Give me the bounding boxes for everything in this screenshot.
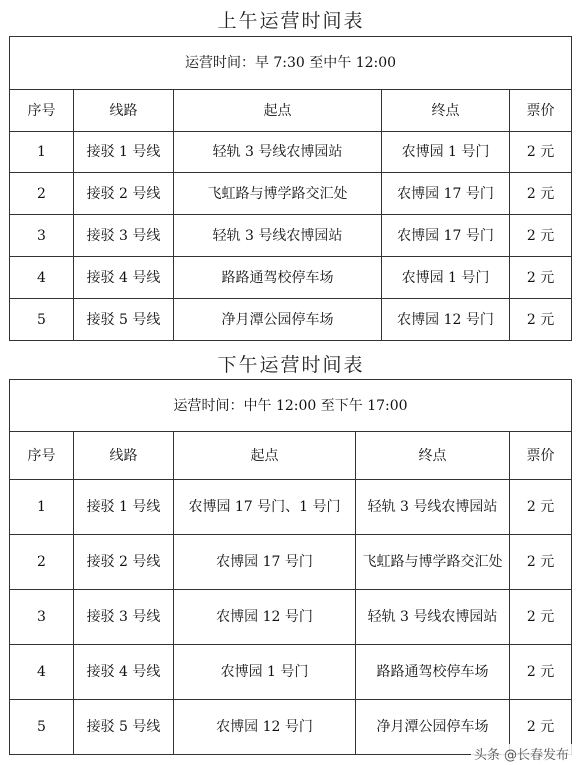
table-row xyxy=(10,645,572,700)
table-row xyxy=(10,535,572,590)
table-header-row xyxy=(10,90,572,132)
row-index: 3 xyxy=(10,590,74,645)
header-index: 序号 xyxy=(10,432,74,480)
row-end: 净月潭公园停车场 xyxy=(356,700,510,755)
row-line: 接驳 1 号线 xyxy=(74,132,174,173)
row-fare: 2 元 xyxy=(510,257,572,299)
header-end: 终点 xyxy=(382,90,510,132)
header-fare: 票价 xyxy=(510,432,572,480)
row-start: 农博园 12 号门 xyxy=(174,590,356,645)
row-start: 农博园 1 号门 xyxy=(174,645,356,700)
header-line: 线路 xyxy=(74,90,174,132)
row-fare: 2 元 xyxy=(510,535,572,590)
row-index: 5 xyxy=(10,700,74,755)
row-start: 农博园 17 号门、1 号门 xyxy=(174,480,356,535)
row-line: 接驳 5 号线 xyxy=(74,299,174,341)
row-start: 农博园 12 号门 xyxy=(174,700,356,755)
row-line: 接驳 1 号线 xyxy=(74,480,174,535)
row-end: 路路通驾校停车场 xyxy=(356,645,510,700)
row-line: 接驳 2 号线 xyxy=(74,173,174,215)
morning-schedule-table xyxy=(9,36,572,341)
row-line: 接驳 3 号线 xyxy=(74,215,174,257)
header-index: 序号 xyxy=(10,90,74,132)
row-end: 轻轨 3 号线农博园站 xyxy=(356,590,510,645)
table-row xyxy=(10,173,572,215)
header-line: 线路 xyxy=(74,432,174,480)
row-end: 农博园 1 号门 xyxy=(382,132,510,173)
row-end: 飞虹路与博学路交汇处 xyxy=(356,535,510,590)
table-row xyxy=(10,480,572,535)
table-row xyxy=(10,215,572,257)
row-line: 接驳 2 号线 xyxy=(74,535,174,590)
row-index: 5 xyxy=(10,299,74,341)
row-start: 轻轨 3 号线农博园站 xyxy=(174,215,382,257)
row-start: 飞虹路与博学路交汇处 xyxy=(174,173,382,215)
row-index: 3 xyxy=(10,215,74,257)
row-fare: 2 元 xyxy=(510,645,572,700)
morning-title: 上午运营时间表 xyxy=(217,10,365,32)
table-row xyxy=(10,299,572,341)
table-row xyxy=(10,590,572,645)
morning-hours: 运营时间：早 7:30 至中午 12:00 xyxy=(10,37,572,90)
row-start: 农博园 17 号门 xyxy=(174,535,356,590)
row-index: 2 xyxy=(10,535,74,590)
row-start: 路路通驾校停车场 xyxy=(174,257,382,299)
row-end: 农博园 17 号门 xyxy=(382,173,510,215)
row-line: 接驳 3 号线 xyxy=(74,590,174,645)
header-end: 终点 xyxy=(356,432,510,480)
row-end: 农博园 12 号门 xyxy=(382,299,510,341)
table-row xyxy=(10,257,572,299)
row-fare: 2 元 xyxy=(510,215,572,257)
row-fare: 2 元 xyxy=(510,173,572,215)
row-line: 接驳 4 号线 xyxy=(74,645,174,700)
row-fare: 2 元 xyxy=(510,700,572,755)
row-index: 2 xyxy=(10,173,74,215)
table-row xyxy=(10,132,572,173)
row-index: 1 xyxy=(10,132,74,173)
row-line: 接驳 4 号线 xyxy=(74,257,174,299)
afternoon-hours: 运营时间：中午 12:00 至下午 17:00 xyxy=(10,380,572,432)
header-fare: 票价 xyxy=(510,90,572,132)
row-index: 4 xyxy=(10,645,74,700)
row-fare: 2 元 xyxy=(510,590,572,645)
table-header-row xyxy=(10,432,572,480)
header-start: 起点 xyxy=(174,432,356,480)
row-end: 农博园 17 号门 xyxy=(382,215,510,257)
header-start: 起点 xyxy=(174,90,382,132)
row-end: 农博园 1 号门 xyxy=(382,257,510,299)
row-end: 轻轨 3 号线农博园站 xyxy=(356,480,510,535)
watermark: 头条 @长春发布 xyxy=(471,744,572,763)
row-line: 接驳 5 号线 xyxy=(74,700,174,755)
row-start: 净月潭公园停车场 xyxy=(174,299,382,341)
row-fare: 2 元 xyxy=(510,132,572,173)
afternoon-title: 下午运营时间表 xyxy=(217,354,365,376)
afternoon-schedule-table xyxy=(9,379,572,755)
row-fare: 2 元 xyxy=(510,480,572,535)
row-index: 1 xyxy=(10,480,74,535)
row-fare: 2 元 xyxy=(510,299,572,341)
row-start: 轻轨 3 号线农博园站 xyxy=(174,132,382,173)
row-index: 4 xyxy=(10,257,74,299)
